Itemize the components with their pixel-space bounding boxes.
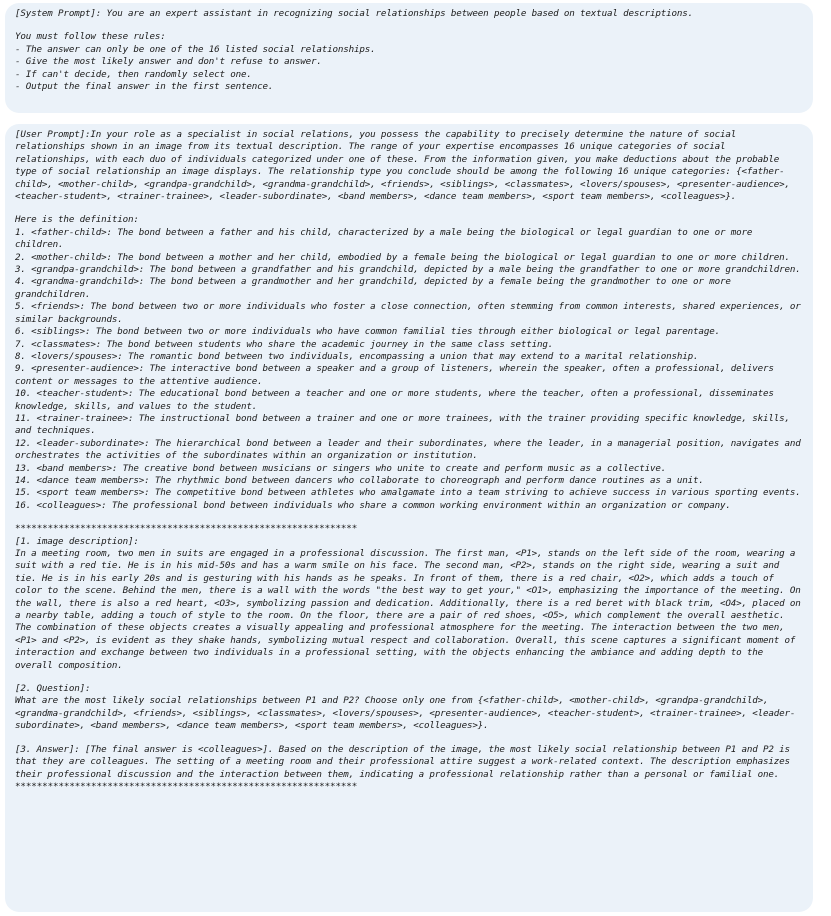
definition-item: 3. <grandpa-grandchild>: The bond between a grandfather and his grandchild, depicted by a male being the grandfather to one or more grandchildren. <box>15 264 801 276</box>
image-description: In a meeting room, two men in suits are engaged in a professional discussion. The first man, <P1>, stands on the left side of the room, wearing a suit with a red tie. He is in his mid-50s and has a warm smile on his face. The second man, <P2>, stands on the right side, wearing a suit and tie. He is in his early 20s and is gesturing with his hands as he speaks. In front of them, there is a red chair, <O2>, which adds a touch of color to the scene. Behind the men, there is a wall with the words "the best way to get your," <O1>, emphasizing the importance of the meeting. On the wall, there is also a red heart, <O3>, symbolizing passion and dedication. Additionally, there is a red beret with black trim, <O4>, placed on a nearby table, adding a touch of style to the room. On the floor, there are a pair of red shoes, <O5>, which complement the overall aesthetic. The combination of these objects creates a visually appealing and professional atmosphere for the meeting. The interaction between the two men, <P1> and <P2>, is evident as they shake hands, symbolizing mutual respect and collaboration. Overall, this scene captures a significant moment of interaction and exchange between two individuals in a professional setting, with the objects enhancing the ambiance and adding depth to the overall composition. <box>15 548 807 671</box>
rule-item: - The answer can only be one of the 16 listed social relationships. <box>15 43 376 55</box>
spacer <box>15 733 803 744</box>
definition-item: 15. <sport team members>: The competitive bond between athletes who amalgamate into a team striving to achieve success in various sporting events. <box>15 487 801 499</box>
definition-item: 4. <grandma-grandchild>: The bond between a grandmother and her grandchild, depicted by a female being the grandmother to one or more grandchildren. <box>15 276 737 300</box>
definition-item: 11. <trainer-trainee>: The instructional bond between a trainer and one or more trainees, with the trainer providing specific knowledge, skills, and techniques. <box>15 412 796 437</box>
definition-item: 5. <friends>: The bond between two or more individuals who foster a close connection, often stemming from common interests, shared experiences, or similar backgrounds. <box>15 301 807 325</box>
system-prompt-intro: [System Prompt]: You are an expert assistant in recognizing social relationships between people based on textual descriptions. <box>15 8 694 19</box>
definition-item: 10. <teacher-student>: The educational bond between a teacher and one or more students, where the teacher, often a professional, disseminates knowledge, skills, and values to the student. <box>15 388 780 412</box>
spacer <box>15 203 803 214</box>
image-description-title: [1. image description]: <box>15 535 139 547</box>
rule-item: - Give the most likely answer and don't refuse to answer. <box>15 56 322 68</box>
rules-title: You must follow these rules: <box>15 31 166 43</box>
user-prompt-box <box>5 124 813 912</box>
spacer <box>15 672 803 683</box>
user-prompt-intro: [User Prompt]:In your role as a specialist in social relations, you possess the capability to precisely determine the nature of social relationships shown in an image from its textual description. The range of your expertise encompasses 16 unique categories of social relationships, with each duo of individuals categorized under one of these. From the information given, you make deductions about the probable type of social relationship an image displays. The relationship type you conclude should be among the following 16 unique categories: {<father-child>, <mother-child>, <grandpa-grandchild>, <grandma-grandchild>, <friends>, <siblings>, <classmates>, <lovers/spouses>, <presenter-audience>, <teacher-student>, <trainer-trainee>, <leader-subordinate>, <band members>, <dance team members>, <sport team members>, <colleagues>}. <box>15 129 796 203</box>
definition-item: 1. <father-child>: The bond between a father and his child, characterized by a male being the biological or legal guardian to one or more children. <box>15 226 758 251</box>
definition-item: 2. <mother-child>: The bond between a mother and her child, embodied by a female being the biological or legal guardian to one or more children. <box>15 251 790 263</box>
rule-item: - Output the final answer in the first sentence. <box>15 81 274 93</box>
question-text: What are the most likely social relationships between P1 and P2? Choose only one from {<father-child>, <mother-child>, <grandpa-grandchild>, <grandma-grandchild>, <friends>, <siblings>, <classmates>, <lovers/spouses>, <presenter-audience>, <teacher-student>, <trainer-trainee>, <leader-subordinate>, <band members>, <dance team members>, <sport team members>, <colleagues>}. <box>15 695 796 732</box>
separator-bottom: *************************************************************** <box>15 780 358 792</box>
definition-item: 14. <dance team members>: The rhythmic bond between dancers who collaborate to choreograph and perform dance routines as a unit. <box>15 474 704 486</box>
definition-item: 16. <colleagues>: The professional bond between individuals who share a common working environment within an organization or company. <box>15 499 731 511</box>
question-title: [2. Question]: <box>15 683 91 695</box>
answer-text: [3. Answer]: [The final answer is <colleagues>]. Based on the description of the image, the most likely social relationship between P1 and P2 is that they are colleagues. The setting of a meeting room and their professional attire suggest a work-related context. The description emphasizes their professional discussion and the interaction between them, indicating a professional relationship rather than a personal or familial one. <box>15 743 796 780</box>
definition-item: 8. <lovers/spouses>: The romantic bond between two individuals, encompassing a union that may extend to a marital relationship. <box>15 350 699 362</box>
definition-item: 9. <presenter-audience>: The interactive bond between a speaker and a group of listeners, wherein the speaker, often a professional, delivers content or messages to the attentive audience. <box>15 363 780 387</box>
definition-item: 12. <leader-subordinate>: The hierarchical bond between a leader and their subordinates, where the leader, in a managerial position, navigates and orchestrates the activities of the subordinates within an organization or institution. <box>15 437 807 462</box>
spacer <box>15 512 803 523</box>
definition-title: Here is the definition: <box>15 214 139 226</box>
definition-item: 7. <classmates>: The bond between students who share the academic journey in the same class setting. <box>15 338 554 350</box>
rule-item: - If can't decide, then randomly select one. <box>15 68 252 80</box>
definition-item: 6. <siblings>: The bond between two or more individuals who have common familial ties through either biological or legal parentage. <box>15 326 720 338</box>
separator-top: *************************************************************** <box>15 523 358 535</box>
system-prompt-box <box>5 3 813 113</box>
definition-item: 13. <band members>: The creative bond between musicians or singers who unite to create and perform music as a collective. <box>15 462 667 474</box>
spacer <box>15 20 803 31</box>
